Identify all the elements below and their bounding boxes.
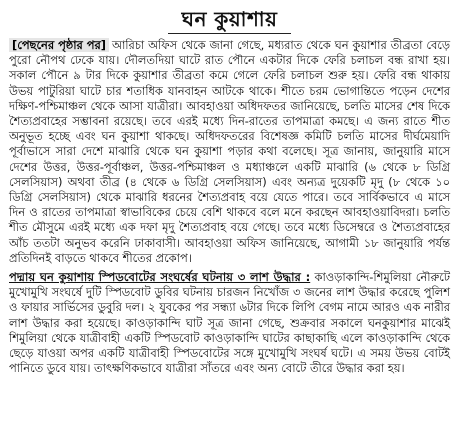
headline: ঘন কুয়াশায় — [168, 8, 292, 34]
paragraph-1-text: আরিচা অফিস থেকে জানা গেছে, মধ্যরাত থেকে ঘন কুয়াশার তীব্রতা বেড়ে পুরো নৌপথ ঢেকে যায়। দৌলতদিয়া ঘাটে রাত পৌনে একটার দিকে ফেরি চলাচল বন্ধ রাখা হয়। সকাল পৌনে ৯ টার দিকে কুয়াশার তীব্রতা কমে গেলে ফেরি চলাচল শুরু হয়। ফেরি বন্ধ থাকায় উভয় পাটুরিয়া ঘাটে চার শতাধিক যানবাহন আটকে থাকে। শীতে চরম ভোগান্তিতে পড়েন দেশের দক্ষিণ-পশ্চিমাঞ্চল থেকে আসা যাত্রীরা। আবহাওয়া অধিদফতর জানিয়েছে, চলতি মাসের শেষ দিকে শৈত্যপ্রবাহের সম্ভাবনা রয়েছে। তবে এরই মধ্যে দিন-রাতের তাপমাত্রা কমছে। এ জন্য রাতে শীত অনুভূত হচ্ছে এবং ঘন কুয়াশা থাকছে। অধিদফতরের বিশেষজ্ঞ কমিটি চলতি মাসের দীর্ঘমেয়াদি পূর্বাভাসে সারা দেশে মাঝারি থেকে ঘন কুয়াশা পড়ার কথা বলেছে। সূত্র জানায়, জানুয়ারি মাসে দেশের উত্তর, উত্তর-পূর্বাঞ্চল, উত্তর-পশ্চিমাঞ্চল ও মধ্যাঞ্চলে একটি মাঝারি (৬ থেকে ৮ ডিগ্রি সেলসিয়াস) অথবা তীব্র (৪ থেকে ৬ ডিগ্রি সেলসিয়াস) এবং অন্যত্র দুয়েকটি মৃদু (৮ থেকে ১০ ডিগ্রি সেলসিয়াস) থেকে মাঝারি ধরনের শৈত্যপ্রবাহ বয়ে যেতে পারে। তবে সার্বিকভাবে এ মাসে দিন ও রাতের তাপমাত্রা স্বাভাবিকের চেয়ে বেশি থাকবে বলে মনে করছেন আবহাওয়াবিদরা। চলতি শীত মৌসুমে এরই মধ্যে এক দফা মৃদু শৈত্যপ্রবাহ বয়ে গেছে। তবে মধ্যে ডিসেম্বরে ও শৈত্যপ্রবাহের আঁচ ততটা অনুভব করেনি ঢাকাবাসী। আবহাওয়া অফিস জানিয়েছে, আগামী ১৮ জানুয়ারি পর্যন্ত প্রতিদিনই বাড়তে থাকবে শীতের প্রকোপ। — [9, 38, 450, 265]
article-body — [9, 38, 450, 376]
headline-container — [9, 8, 450, 34]
subheading: পদ্মায় ঘন কুয়াশায় স্পিডবোটের সংঘর্ষের ঘটনায় ৩ লাশ উদ্ধার : — [9, 270, 311, 285]
continuation-tag: [পেছনের পৃষ্ঠার পর] — [9, 38, 109, 52]
article-paragraph-1 — [9, 38, 450, 266]
paragraph-2-text: কাওড়াকান্দি-শিমুলিয়া নৌরুটে মুখোমুখি সংঘর্ষে দুটি স্পিডবোট ডুবির ঘটনায় চারজন নিখোঁজ ৩ জনের লাশ উদ্ধার করেছে পুলিশ ও ফায়ার সার্ভিসের ডুবুরি দল। ২ যুবকের পর সন্ধ্যা ৬টার দিকে লিপি বেগম নামে আরও এক নারীর লাশ উদ্ধার করা হয়েছে। কাওড়াকান্দি ঘাট সূত্র জানা গেছে, শুক্রবার সকালে ঘনকুয়াশার মাঝেই শিমুলিয়া থেকে যাত্রীবাহী একটি স্পিডবোট কাওড়াকান্দি ঘাটের কাছাকাছি এলে কাওড়াকান্দি থেকে ছেড়ে যাওয়া অপর একটি যাত্রীবাহী স্পিডবোটের সঙ্গে মুখোমুখি সংঘর্ষ ঘটে। এ সময় উভয় বোটই পানিতে ডুবে যায়। তাৎক্ষণিকভাবে যাত্রীরা সাঁতরে এবং অন্য বোটে তীরে উদ্ধার করা হয়। — [9, 270, 450, 376]
article-paragraph-2 — [9, 270, 450, 376]
